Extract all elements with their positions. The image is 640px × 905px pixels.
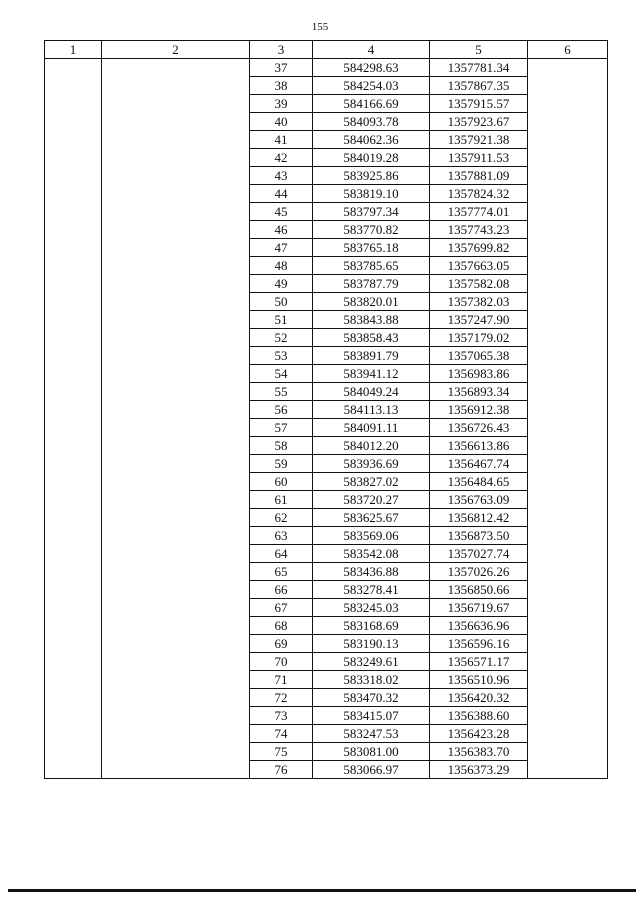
coordinate-x-cell: 583765.18 [313, 239, 430, 257]
coordinate-y-cell: 1357699.82 [430, 239, 528, 257]
coordinate-x-cell: 583797.34 [313, 203, 430, 221]
coordinate-y-cell: 1356484.65 [430, 473, 528, 491]
point-number-cell: 59 [250, 455, 313, 473]
header-col-3: 3 [250, 41, 313, 59]
coordinate-x-cell: 583542.08 [313, 545, 430, 563]
coordinate-x-cell: 584091.11 [313, 419, 430, 437]
coordinate-y-cell: 1357179.02 [430, 329, 528, 347]
header-col-6: 6 [528, 41, 608, 59]
coordinate-x-cell: 584049.24 [313, 383, 430, 401]
col-6-merged-cell [528, 59, 608, 779]
coordinate-x-cell: 583168.69 [313, 617, 430, 635]
coordinate-x-cell: 583936.69 [313, 455, 430, 473]
point-number-cell: 61 [250, 491, 313, 509]
coordinate-x-cell: 583720.27 [313, 491, 430, 509]
point-number-cell: 52 [250, 329, 313, 347]
coordinate-y-cell: 1356719.67 [430, 599, 528, 617]
point-number-cell: 67 [250, 599, 313, 617]
point-number-cell: 44 [250, 185, 313, 203]
coordinate-y-cell: 1357881.09 [430, 167, 528, 185]
coordinate-x-cell: 584254.03 [313, 77, 430, 95]
point-number-cell: 75 [250, 743, 313, 761]
coordinate-y-cell: 1356613.86 [430, 437, 528, 455]
point-number-cell: 45 [250, 203, 313, 221]
coordinate-y-cell: 1357911.53 [430, 149, 528, 167]
coordinate-x-cell: 584019.28 [313, 149, 430, 167]
coordinates-table [44, 40, 608, 779]
coordinate-y-cell: 1356388.60 [430, 707, 528, 725]
coordinate-x-cell: 583318.02 [313, 671, 430, 689]
coordinate-x-cell: 583770.82 [313, 221, 430, 239]
coordinate-x-cell: 584093.78 [313, 113, 430, 131]
coordinate-x-cell: 583247.53 [313, 725, 430, 743]
coordinate-x-cell: 584062.36 [313, 131, 430, 149]
coordinate-y-cell: 1357781.34 [430, 59, 528, 77]
coordinate-y-cell: 1356983.86 [430, 365, 528, 383]
header-col-5: 5 [430, 41, 528, 59]
point-number-cell: 49 [250, 275, 313, 293]
coordinate-y-cell: 1357824.32 [430, 185, 528, 203]
coordinate-x-cell: 583245.03 [313, 599, 430, 617]
coordinate-x-cell: 583569.06 [313, 527, 430, 545]
coordinate-y-cell: 1357915.57 [430, 95, 528, 113]
coordinate-y-cell: 1356850.66 [430, 581, 528, 599]
point-number-cell: 48 [250, 257, 313, 275]
coordinate-x-cell: 583249.61 [313, 653, 430, 671]
coordinate-y-cell: 1357923.67 [430, 113, 528, 131]
coordinate-y-cell: 1356423.28 [430, 725, 528, 743]
point-number-cell: 60 [250, 473, 313, 491]
point-number-cell: 66 [250, 581, 313, 599]
bottom-rule [8, 889, 636, 892]
point-number-cell: 64 [250, 545, 313, 563]
coordinate-y-cell: 1357065.38 [430, 347, 528, 365]
coordinate-y-cell: 1356812.42 [430, 509, 528, 527]
point-number-cell: 54 [250, 365, 313, 383]
coordinate-x-cell: 583941.12 [313, 365, 430, 383]
coordinate-y-cell: 1357382.03 [430, 293, 528, 311]
point-number-cell: 69 [250, 635, 313, 653]
coordinate-y-cell: 1357921.38 [430, 131, 528, 149]
coordinate-x-cell: 584012.20 [313, 437, 430, 455]
header-row [45, 41, 608, 59]
point-number-cell: 72 [250, 689, 313, 707]
header-col-2: 2 [102, 41, 250, 59]
coordinate-x-cell: 584298.63 [313, 59, 430, 77]
coordinate-y-cell: 1356873.50 [430, 527, 528, 545]
coordinate-y-cell: 1357867.35 [430, 77, 528, 95]
coordinate-y-cell: 1357663.05 [430, 257, 528, 275]
coordinate-x-cell: 583436.88 [313, 563, 430, 581]
coordinate-y-cell: 1356383.70 [430, 743, 528, 761]
point-number-cell: 57 [250, 419, 313, 437]
coordinate-x-cell: 584166.69 [313, 95, 430, 113]
coordinate-x-cell: 583415.07 [313, 707, 430, 725]
point-number-cell: 58 [250, 437, 313, 455]
coordinate-y-cell: 1356912.38 [430, 401, 528, 419]
coordinate-y-cell: 1357582.08 [430, 275, 528, 293]
table-row [45, 59, 608, 77]
point-number-cell: 55 [250, 383, 313, 401]
coordinate-x-cell: 583081.00 [313, 743, 430, 761]
coordinate-x-cell: 583858.43 [313, 329, 430, 347]
coordinate-x-cell: 583278.41 [313, 581, 430, 599]
coordinate-y-cell: 1356510.96 [430, 671, 528, 689]
table-body [45, 59, 608, 779]
coordinate-y-cell: 1356726.43 [430, 419, 528, 437]
coordinate-y-cell: 1356420.32 [430, 689, 528, 707]
point-number-cell: 43 [250, 167, 313, 185]
point-number-cell: 74 [250, 725, 313, 743]
point-number-cell: 73 [250, 707, 313, 725]
point-number-cell: 63 [250, 527, 313, 545]
coordinate-x-cell: 583066.97 [313, 761, 430, 779]
point-number-cell: 51 [250, 311, 313, 329]
point-number-cell: 38 [250, 77, 313, 95]
coordinate-y-cell: 1357247.90 [430, 311, 528, 329]
point-number-cell: 70 [250, 653, 313, 671]
coordinate-x-cell: 583819.10 [313, 185, 430, 203]
point-number-cell: 47 [250, 239, 313, 257]
coordinate-x-cell: 583625.67 [313, 509, 430, 527]
coordinate-y-cell: 1356467.74 [430, 455, 528, 473]
coordinate-y-cell: 1356636.96 [430, 617, 528, 635]
coordinate-y-cell: 1357743.23 [430, 221, 528, 239]
coordinate-x-cell: 583190.13 [313, 635, 430, 653]
coordinate-x-cell: 583470.32 [313, 689, 430, 707]
col-1-merged-cell [45, 59, 102, 779]
coordinate-x-cell: 583785.65 [313, 257, 430, 275]
header-col-4: 4 [313, 41, 430, 59]
point-number-cell: 42 [250, 149, 313, 167]
coordinate-x-cell: 583820.01 [313, 293, 430, 311]
coordinate-y-cell: 1357774.01 [430, 203, 528, 221]
coordinate-y-cell: 1356571.17 [430, 653, 528, 671]
header-col-1: 1 [45, 41, 102, 59]
point-number-cell: 62 [250, 509, 313, 527]
point-number-cell: 76 [250, 761, 313, 779]
point-number-cell: 37 [250, 59, 313, 77]
point-number-cell: 39 [250, 95, 313, 113]
coordinate-y-cell: 1356893.34 [430, 383, 528, 401]
coordinate-y-cell: 1356373.29 [430, 761, 528, 779]
point-number-cell: 68 [250, 617, 313, 635]
coordinate-x-cell: 583787.79 [313, 275, 430, 293]
point-number-cell: 46 [250, 221, 313, 239]
page-number: 155 [311, 21, 329, 33]
coordinate-y-cell: 1356596.16 [430, 635, 528, 653]
point-number-cell: 56 [250, 401, 313, 419]
coordinate-x-cell: 583843.88 [313, 311, 430, 329]
coordinate-x-cell: 584113.13 [313, 401, 430, 419]
coordinate-y-cell: 1356763.09 [430, 491, 528, 509]
point-number-cell: 71 [250, 671, 313, 689]
coordinate-x-cell: 583827.02 [313, 473, 430, 491]
point-number-cell: 50 [250, 293, 313, 311]
point-number-cell: 53 [250, 347, 313, 365]
coordinate-x-cell: 583891.79 [313, 347, 430, 365]
point-number-cell: 40 [250, 113, 313, 131]
coordinate-y-cell: 1357027.74 [430, 545, 528, 563]
point-number-cell: 41 [250, 131, 313, 149]
col-2-merged-cell [102, 59, 250, 779]
coordinate-x-cell: 583925.86 [313, 167, 430, 185]
coordinate-y-cell: 1357026.26 [430, 563, 528, 581]
point-number-cell: 65 [250, 563, 313, 581]
